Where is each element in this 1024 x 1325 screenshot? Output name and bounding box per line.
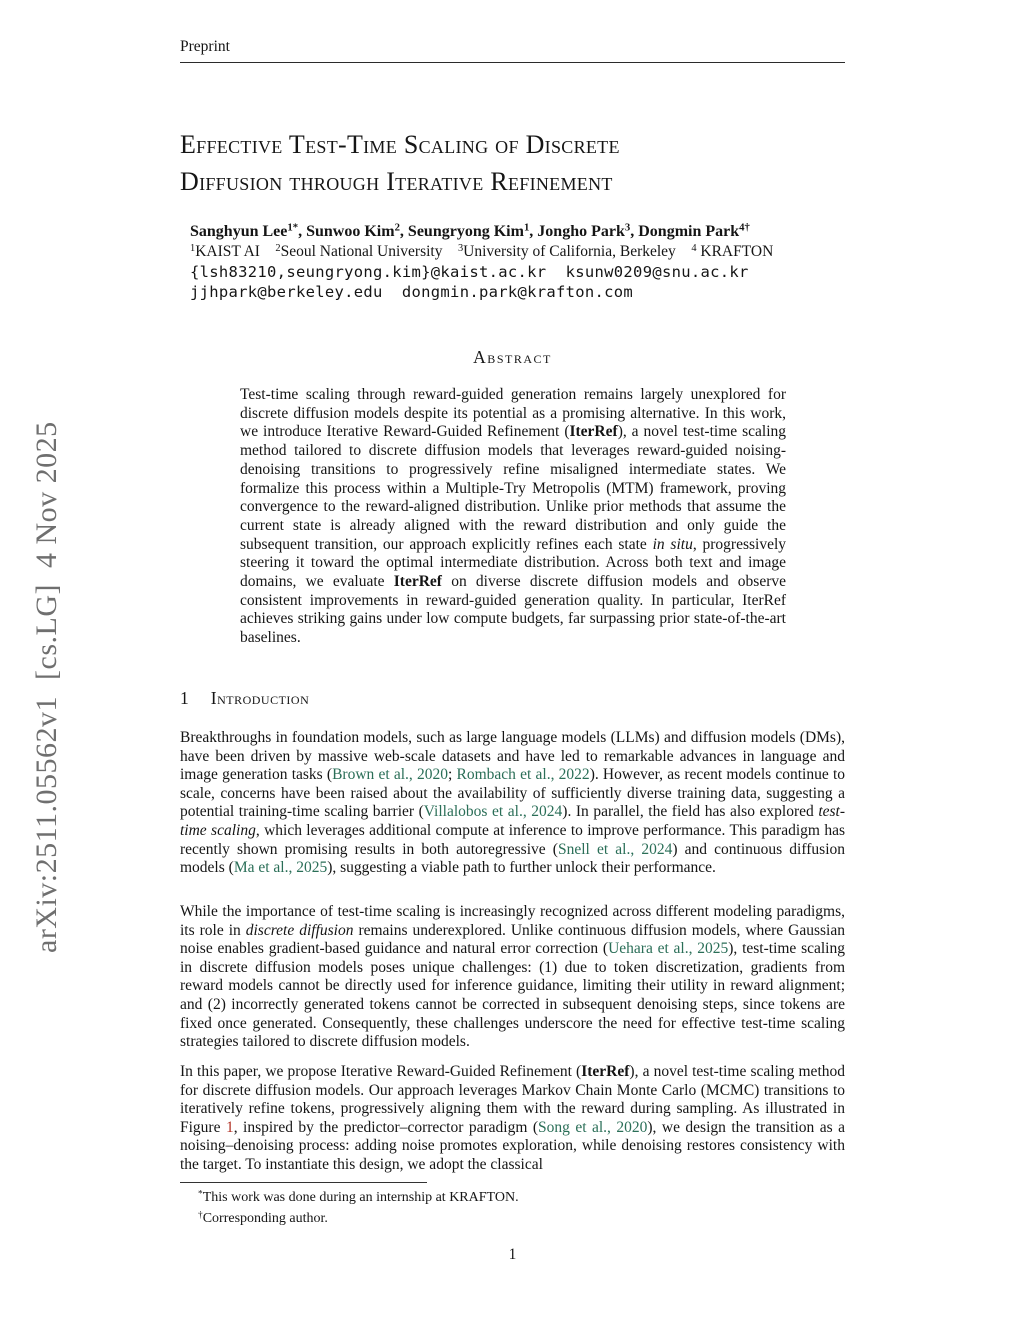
text-segment: Breakthroughs in foundation models, such as large language models (LLMs) and diffusion models (DMs), have been driven by massive web-scale datasets and have led to remarkable advances in language and image generation tasks ( bbox=[180, 729, 845, 784]
footnote-block bbox=[180, 1182, 845, 1229]
citation-link[interactable]: Ma et al., 2025 bbox=[233, 859, 328, 877]
text-segment: Corresponding author. bbox=[202, 1211, 328, 1226]
author-emails-line-2: jjhpark@berkeley.edu dongmin.park@krafton.com bbox=[190, 283, 634, 301]
text-segment: ). However, as recent models continue to scale, concerns have been raised about the availability of sufficiently diverse training data, suggesting a potential training-time scaling barrier ( bbox=[180, 766, 845, 821]
footnote-corresponding-author bbox=[180, 1208, 845, 1229]
text-segment: in situ bbox=[652, 535, 693, 553]
text-segment: , which leverages additional compute at inference to improve performance. This paradigm has recently shown promising results in both autoregressive ( bbox=[180, 821, 845, 858]
text-segment: ), a novel test-time scaling method tailored to discrete diffusion models that leverages reward-guided noising-denoising transitions to progressively refine misaligned intermediate states. We formalize this process within a Multiple-Try Metropolis (MTM) framework, proving convergence to the reward-aligned distribution. Unlike prior methods that assume the current state is already aligned with the reward distribution and only guide the subsequent transition, our approach explicitly refines each state bbox=[240, 423, 786, 553]
text-segment: , Seungryong Kim bbox=[399, 223, 524, 240]
text-segment: ), we design the transition as a noising–denoising process: adding noise promotes exploration, while denoising restores consistency with the target. To instantiate this design, we adopt the classical bbox=[180, 1118, 845, 1173]
paper-title bbox=[180, 126, 845, 200]
text-segment: discrete diffusion bbox=[245, 921, 354, 939]
preprint-header bbox=[180, 38, 845, 63]
author-block bbox=[190, 222, 845, 302]
text-segment: 1 bbox=[190, 242, 196, 254]
section-number: 1 bbox=[180, 688, 189, 708]
text-segment: ), a novel test-time scaling method for discrete diffusion models. Our approach leverages Markov Chain Monte Carlo (MCMC) transitions to iteratively refine tokens, progressively aligning them with the reward during sampling. As illustrated in Figure bbox=[180, 1063, 845, 1136]
text-segment: ) and continuous diffusion models ( bbox=[180, 840, 845, 877]
text-segment: KAIST AI bbox=[195, 243, 276, 260]
text-segment: Seoul National University bbox=[280, 243, 458, 260]
text-segment: 3 bbox=[624, 221, 631, 234]
page-number: 1 bbox=[508, 1246, 517, 1263]
paper-title-line-2: Diffusion through Iterative Refinement bbox=[180, 167, 613, 196]
author-names bbox=[190, 222, 845, 242]
text-segment: Test-time scaling through reward-guided generation remains largely unexplored for discrete diffusion models despite its potential as a promising alternative. In this work, we introduce Iterative Reward-Guided Refinement ( bbox=[240, 386, 786, 441]
text-segment: IterRef bbox=[581, 1063, 630, 1080]
footnote-internship bbox=[180, 1187, 845, 1208]
text-segment: , Sunwoo Kim bbox=[298, 223, 395, 240]
citation-link[interactable]: Uehara et al., 2025 bbox=[608, 940, 729, 958]
text-segment: IterRef bbox=[393, 573, 442, 591]
text-segment: 2 bbox=[275, 242, 281, 254]
text-segment: ). In parallel, the field has also explored bbox=[562, 803, 819, 821]
citation-link[interactable]: Brown et al., 2020 bbox=[332, 766, 449, 784]
text-segment: In this paper, we propose Iterative Reward-Guided Refinement ( bbox=[180, 1063, 582, 1080]
text-segment: 4† bbox=[739, 221, 750, 234]
text-segment: This work was done during an internship at KRAFTON. bbox=[202, 1190, 519, 1205]
text-segment: remains underexplored. Unlike continuous diffusion models, where Gaussian noise enables gradient-based guidance and natural error correction ( bbox=[180, 921, 845, 958]
text-segment: ), suggesting a viable path to further unlock their performance. bbox=[327, 859, 716, 877]
arxiv-watermark: arXiv:2511.05562v1 [cs.LG] 4 Nov 2025 bbox=[30, 421, 63, 953]
text-segment: 3 bbox=[457, 242, 464, 254]
text-segment: , inspired by the predictor–corrector paradigm ( bbox=[233, 1118, 539, 1136]
text-segment: 1* bbox=[287, 221, 299, 234]
text-segment: KRAFTON bbox=[696, 243, 774, 260]
intro-paragraph-3 bbox=[180, 1063, 845, 1175]
author-affiliations bbox=[190, 242, 845, 262]
text-segment: 1 bbox=[523, 221, 530, 234]
text-segment: ; bbox=[448, 766, 457, 784]
text-segment: University of California, Berkeley bbox=[463, 243, 692, 260]
intro-paragraph-2 bbox=[180, 903, 845, 1052]
figure-reference-link[interactable]: 1 bbox=[225, 1118, 234, 1136]
abstract-body bbox=[240, 386, 786, 648]
citation-link[interactable]: Villalobos et al., 2024 bbox=[423, 803, 563, 821]
abstract-heading: Abstract bbox=[473, 347, 552, 367]
paper-title-line-1: Effective Test-Time Scaling of Discrete bbox=[180, 130, 620, 159]
section-title: Introduction bbox=[210, 688, 310, 708]
citation-link[interactable]: Song et al., 2020 bbox=[538, 1118, 648, 1136]
text-segment: on diverse discrete diffusion models and observe consistent improvements in reward-guided generation quality. In particular, IterRef achieves striking gains under low compute budgets, far surpassing prior state-of-the-art baselines. bbox=[240, 573, 786, 647]
text-segment: 4 bbox=[691, 242, 697, 254]
text-segment: ), test-time scaling in discrete diffusion models poses unique challenges: (1) due to token discretization, gradients from reward models cannot be directly used for inference guidance, limiting their utility in reward alignment; and (2) incorrectly generated tokens cannot be corrected in subsequent denoising steps, since tokens are fixed once generated. Consequently, these challenges underscore the need for effective test-time scaling strategies tailored to discrete diffusion models. bbox=[180, 940, 845, 1051]
paper-content bbox=[180, 0, 845, 1325]
intro-paragraph-1 bbox=[180, 729, 845, 878]
text-segment: , progressively steering it toward the optimal intermediate distribution. Across both text and image domains, we evaluate bbox=[240, 535, 786, 591]
text-segment: * bbox=[198, 1189, 203, 1200]
author-emails-line-1: {lsh83210,seungryong.kim}@kaist.ac.kr ksunw0209@snu.ac.kr bbox=[190, 263, 749, 281]
text-segment: 2 bbox=[394, 221, 400, 234]
text-segment: , Dongmin Park bbox=[630, 223, 740, 240]
preprint-label: Preprint bbox=[180, 38, 230, 55]
text-segment: † bbox=[198, 1210, 203, 1221]
footnote-rule bbox=[180, 1182, 427, 1183]
text-segment: Sanghyun Lee bbox=[190, 223, 288, 240]
section-heading-introduction bbox=[180, 688, 309, 709]
text-segment: , Jongho Park bbox=[529, 223, 625, 240]
text-segment: test-time scaling bbox=[180, 803, 845, 839]
citation-link[interactable]: Rombach et al., 2022 bbox=[456, 766, 590, 784]
citation-link[interactable]: Snell et al., 2024 bbox=[557, 840, 673, 858]
text-segment: IterRef bbox=[569, 423, 618, 441]
text-segment: While the importance of test-time scaling is increasingly recognized across different modeling paradigms, its role in bbox=[180, 903, 845, 939]
